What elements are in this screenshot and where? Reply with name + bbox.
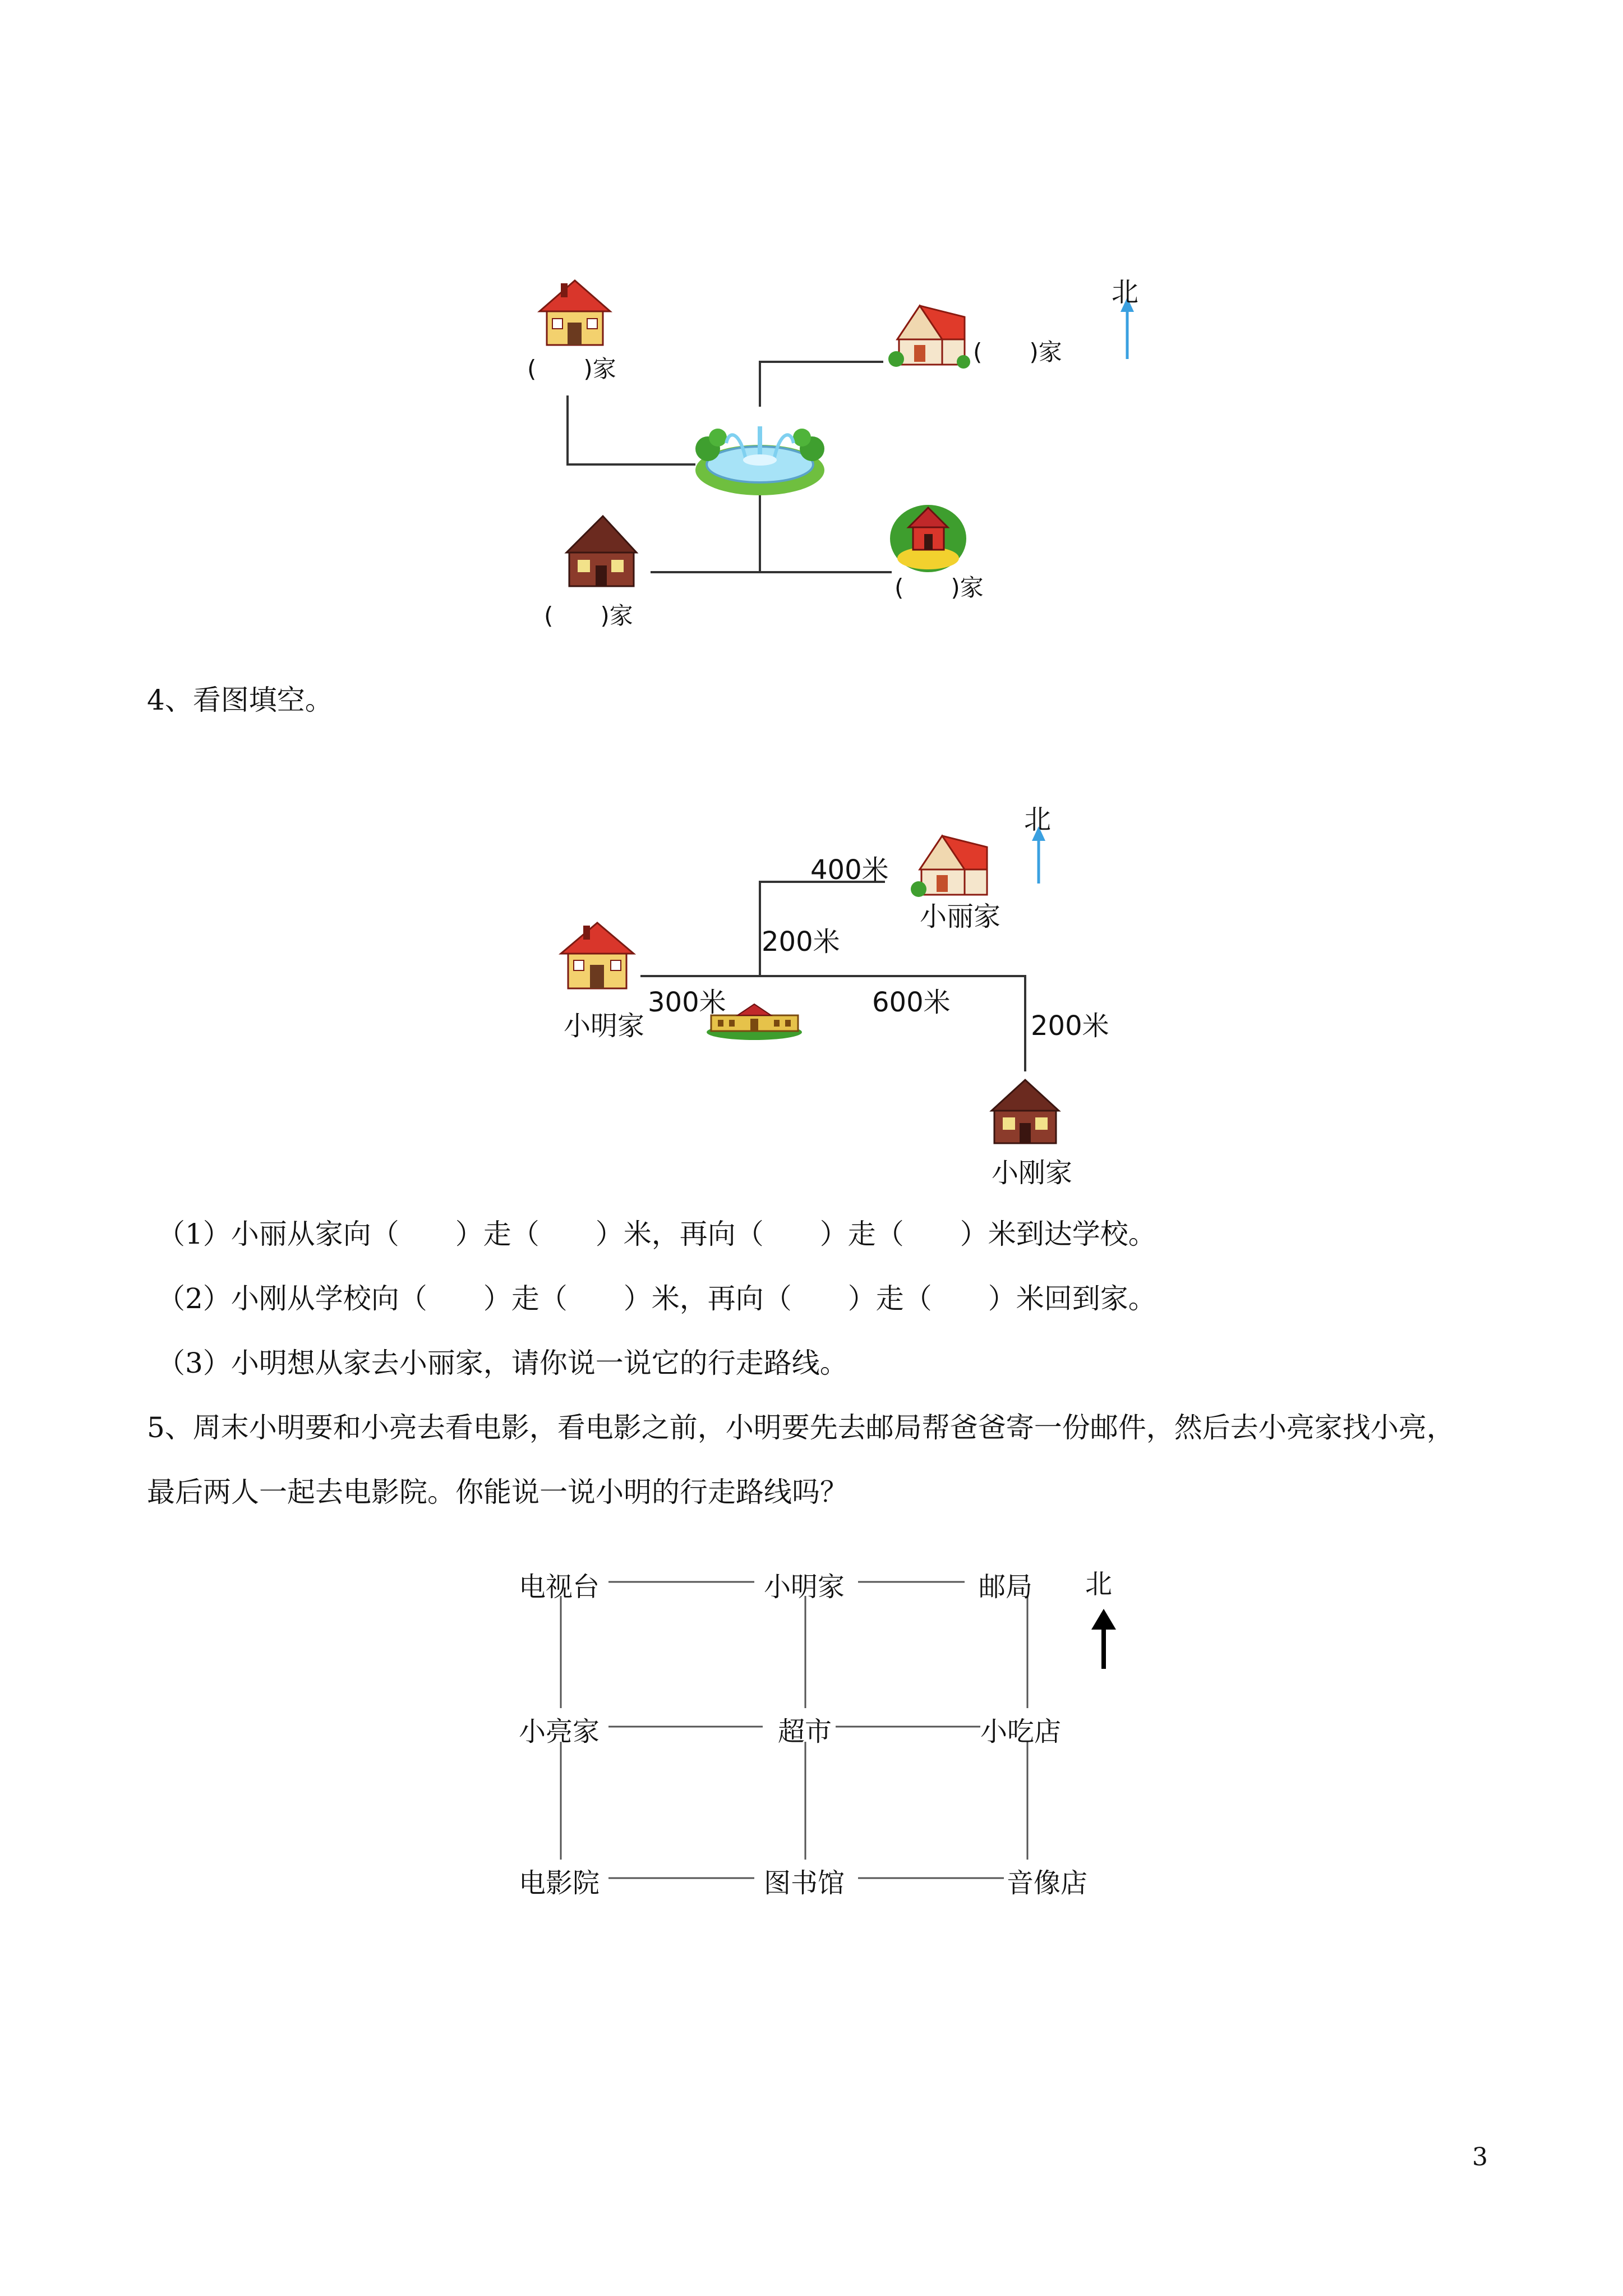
place-cinema: 电影院: [519, 1867, 600, 1899]
figure1-house-label-southeast: ( )家: [895, 574, 984, 601]
place-snack-shop: 小吃店: [980, 1716, 1062, 1747]
page-number: 3: [1472, 2143, 1488, 2171]
q4-distance-200-north: 200米: [762, 926, 840, 958]
q4-label-xiaoming: 小明家: [564, 1010, 645, 1042]
place-supermarket: 超市: [778, 1716, 832, 1747]
q5-text-line1: 5、周末小明要和小亮去看电影，看电影之前，小明要先去邮局帮爸爸寄一份邮件，然后去小亮家找小亮，: [147, 1411, 1455, 1444]
q4-item-1: （1）小丽从家向（ ）走（ ）米，再向（ ）走（ ）米到达学校。: [157, 1218, 1156, 1250]
place-tv-station: 电视台: [519, 1571, 600, 1603]
q4-distance-400: 400米: [810, 854, 889, 886]
q4-item-3: （3）小明想从家去小丽家，请你说一说它的行走路线。: [157, 1347, 848, 1379]
q4-distance-600: 600米: [872, 987, 951, 1018]
q4-item-2: （2）小刚从学校向（ ）走（ ）米，再向（ ）走（ ）米回到家。: [157, 1282, 1156, 1315]
q4-north-label: 北: [1024, 804, 1052, 835]
figure1-house-label-southwest: ( )家: [544, 602, 633, 629]
place-music-store: 音像店: [1007, 1867, 1088, 1899]
figure1-house-label-northeast: ( )家: [973, 338, 1062, 366]
q4-label-xiaoli: 小丽家: [920, 901, 1001, 932]
place-post-office: 邮局: [979, 1571, 1033, 1603]
q4-distance-200-south: 200米: [1031, 1010, 1109, 1042]
q4-title: 4、看图填空。: [147, 684, 333, 716]
figure1-house-label-northwest: ( )家: [527, 355, 616, 383]
q5-north-arrow: [1091, 1609, 1116, 1669]
q5-text-line2: 最后两人一起去电影院。你能说一说小明的行走路线吗？: [147, 1476, 848, 1508]
q5-north-label: 北: [1085, 1568, 1113, 1600]
place-xiaoming-home: 小明家: [764, 1571, 845, 1603]
place-library: 图书馆: [764, 1867, 845, 1899]
figure1-north-label: 北: [1112, 277, 1139, 308]
place-xiaoliang-home: 小亮家: [519, 1716, 600, 1747]
q4-distance-300: 300米: [648, 987, 726, 1018]
q4-label-xiaogang: 小刚家: [992, 1157, 1073, 1189]
